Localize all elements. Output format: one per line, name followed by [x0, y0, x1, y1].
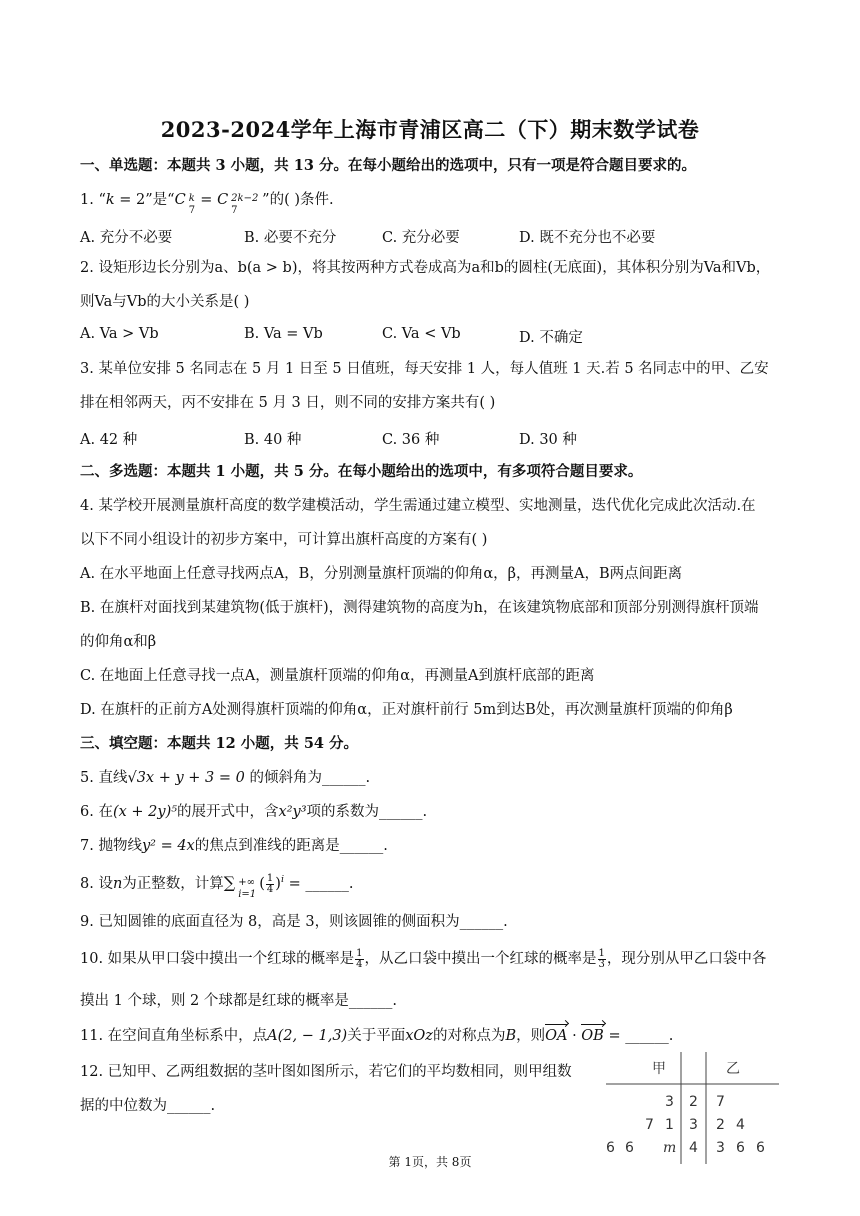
question-4-line-1: 4. 某学校开展测量旗杆高度的数学建模活动，学生需通过建立模型、实地测量，迭代优化完成此次活动.在: [80, 498, 756, 514]
q11-vector-ob: OB: [581, 1025, 604, 1047]
leaf-left-unknown-m: m: [663, 1140, 677, 1156]
q2-option-b[interactable]: B. Va = Vb: [244, 326, 323, 342]
q11-point-b: B: [505, 1028, 517, 1044]
q8-sum-sign: ∑: [223, 873, 236, 892]
q10-mid: ，从乙口袋中摸出一个红球的概率是: [364, 951, 597, 967]
q3-option-d[interactable]: D. 30 种: [519, 432, 577, 448]
q1-eq2: = 2: [114, 192, 146, 208]
question-1: [80, 189, 334, 216]
q1-option-c[interactable]: C. 充分必要: [382, 230, 460, 246]
q10-pre: 10. 如果从甲口袋中摸出一个红球的概率是: [80, 951, 355, 967]
q10-frac1-num: 1: [356, 947, 363, 959]
q4-option-a[interactable]: A. 在水平地面上任意寻找两点A，B，分别测量旗杆顶端的仰角α，β，再测量A，B两点间距离: [80, 566, 683, 582]
q1-combination-c2: C: [217, 192, 229, 208]
q11-dot: ·: [567, 1028, 582, 1044]
leaf-right: 6: [756, 1140, 765, 1156]
q3-option-a[interactable]: A. 42 种: [80, 432, 138, 448]
q1-combination-c: C: [174, 192, 186, 208]
stem-leaf-plot: [606, 1052, 781, 1167]
q8-pre: 8. 设: [80, 876, 113, 892]
q5-pre: 5. 直线: [80, 770, 128, 786]
q6-term: x²y³: [278, 804, 307, 820]
leaf-right: 3: [716, 1140, 725, 1156]
q1-eq: =: [195, 192, 218, 208]
q10-frac2-den: 3: [598, 958, 605, 970]
q2-option-d[interactable]: D. 不确定: [519, 330, 583, 346]
q8-mid: 为正整数，计算: [122, 876, 224, 892]
q4-option-d[interactable]: D. 在旗杆的正前方A处测得旗杆顶端的仰角α，正对旗杆前行 5m到达B处，再次测量旗杆顶端的仰角β: [80, 702, 733, 718]
leaf-left: 6: [625, 1140, 634, 1156]
q11-mid: 关于平面: [347, 1028, 406, 1044]
leaf-right: 7: [716, 1094, 725, 1110]
q1-k: k: [105, 192, 115, 208]
q5-post: 的倾斜角为______.: [244, 770, 371, 786]
question-12-line-1: 12. 已知甲、乙两组数据的茎叶图如图所示，若它们的平均数相同，则甲组数: [80, 1064, 572, 1080]
q4-option-b-line-1[interactable]: B. 在旗杆对面找到某建筑物(低于旗杆)，测得建筑物的高度为h，在该建筑物底部和顶部分别测得旗杆顶端: [80, 600, 759, 616]
q7-expr: y² = 4x: [141, 838, 195, 854]
leaf-left: 1: [665, 1117, 674, 1133]
question-2-line-2: 则Va与Vb的大小关系是( ): [80, 294, 250, 310]
section-single-choice: 一、单选题：本题共 3 小题，共 13 分。在每小题给出的选项中，只有一项是符合题目要求的。: [80, 157, 696, 174]
q1-mid: ”是“: [145, 192, 175, 208]
stem: 2: [689, 1094, 698, 1110]
leaf-right: 6: [736, 1140, 745, 1156]
q11-plane: xOz: [405, 1028, 433, 1044]
question-4-line-2: 以下不同小组设计的初步方案中，可计算出旗杆高度的方案有( ): [80, 532, 488, 548]
q11-vector-oa: OA: [545, 1025, 567, 1047]
q11-post: = ______.: [603, 1028, 674, 1044]
question-3-line-2: 排在相邻两天，丙不安排在 5 月 3 日，则不同的安排方案共有( ): [80, 395, 496, 411]
q6-post: 项的系数为______.: [306, 804, 428, 820]
question-11: [80, 1025, 673, 1047]
section-fill-in: 三、填空题：本题共 12 小题，共 54 分。: [80, 735, 359, 752]
question-10-line-2: 摸出 1 个球，则 2 个球都是红球的概率是______.: [80, 993, 397, 1009]
q1-sup-2k: 2k−2: [231, 193, 259, 204]
q11-pre: 11. 在空间直角坐标系中，点: [80, 1028, 268, 1044]
q2-option-a[interactable]: A. Va > Vb: [80, 326, 159, 342]
question-7: [80, 835, 388, 857]
leaf-right: 2: [716, 1117, 725, 1133]
leaf-left: 3: [665, 1094, 674, 1110]
section-multi-choice: 二、多选题：本题共 1 小题，共 5 分。在每小题给出的选项中，有多项符合题目要求。: [80, 463, 643, 480]
q8-frac-num: 1: [266, 872, 274, 884]
q8-sum-upper: +∞: [238, 877, 255, 888]
q8-power: i: [280, 874, 284, 886]
q1-option-b[interactable]: B. 必要不充分: [244, 230, 337, 246]
q1-sub-7b: 7: [231, 205, 238, 216]
q6-mid: 的展开式中，含: [177, 804, 279, 820]
q8-n: n: [112, 876, 123, 892]
leaf-right: 4: [736, 1117, 745, 1133]
q6-expr: (x + 2y)⁵: [112, 804, 178, 820]
q7-post: 的焦点到准线的距离是______.: [194, 838, 388, 854]
question-10-line-1: [80, 948, 766, 970]
leaf-left: 6: [606, 1140, 615, 1156]
q6-pre: 6. 在: [80, 804, 113, 820]
q1-tail: ”的( )条件.: [262, 192, 334, 208]
q3-option-c[interactable]: C. 36 种: [382, 432, 440, 448]
question-9: 9. 已知圆锥的底面直径为 8，高是 3，则该圆锥的侧面积为______.: [80, 914, 508, 930]
q1-prefix: 1. “: [80, 192, 106, 208]
q2-option-c[interactable]: C. Va < Vb: [382, 326, 461, 342]
q5-expr: √3x + y + 3 = 0: [127, 770, 245, 786]
q4-option-c[interactable]: C. 在地面上任意寻找一点A，测量旗杆顶端的仰角α，再测量A到旗杆底部的距离: [80, 668, 595, 684]
q3-option-b[interactable]: B. 40 种: [244, 432, 302, 448]
q1-sup-k: k: [188, 193, 195, 204]
q11-point-a: A(2, − 1,3): [267, 1028, 348, 1044]
q10-frac1-den: 4: [356, 958, 363, 970]
q1-option-a[interactable]: A. 充分不必要: [80, 230, 173, 246]
question-8: 8. 设n为正整数，计算∑ +∞ i=1 ( $\frac{1}{4}$ )$^i$ = ______.: [80, 872, 353, 895]
question-12-line-2: 据的中位数为______.: [80, 1098, 216, 1114]
question-3-line-1: 3. 某单位安排 5 名同志在 5 月 1 日至 5 日值班，每天安排 1 人，每人值班 1 天.若 5 名同志中的甲、乙安: [80, 361, 769, 377]
question-5: [80, 767, 370, 789]
q7-pre: 7. 抛物线: [80, 838, 142, 854]
stem-leaf-left-header: 甲: [652, 1061, 666, 1077]
q8-frac-den: 4: [266, 883, 274, 895]
stem: 4: [689, 1140, 698, 1156]
q8-post: = ______.: [283, 876, 354, 892]
stem-leaf-right-header: 乙: [726, 1061, 740, 1077]
q4-option-b-line-2[interactable]: 的仰角α和β: [80, 634, 157, 650]
q11-mid3: ，则: [516, 1028, 546, 1044]
q1-option-d[interactable]: D. 既不充分也不必要: [519, 230, 656, 246]
q1-sub-7: 7: [188, 205, 196, 216]
question-2-line-1: 2. 设矩形边长分别为a、b(a > b)，将其按两种方式卷成高为a和b的圆柱(无底面)，其体积分别为Va和Vb，: [80, 260, 771, 276]
question-6: [80, 801, 427, 823]
stem: 3: [689, 1117, 698, 1133]
leaf-left: 7: [645, 1117, 654, 1133]
q10-post: ，现分别从甲乙口袋中各: [606, 951, 767, 967]
q11-mid2: 的对称点为: [432, 1028, 506, 1044]
page-footer: 第 1页，共 8页: [388, 1155, 472, 1169]
page-title: 2023-2024学年上海市青浦区高二（下）期末数学试卷: [160, 117, 700, 142]
q8-sum-lower: i=1: [238, 889, 257, 900]
q10-frac2-num: 1: [598, 947, 605, 959]
